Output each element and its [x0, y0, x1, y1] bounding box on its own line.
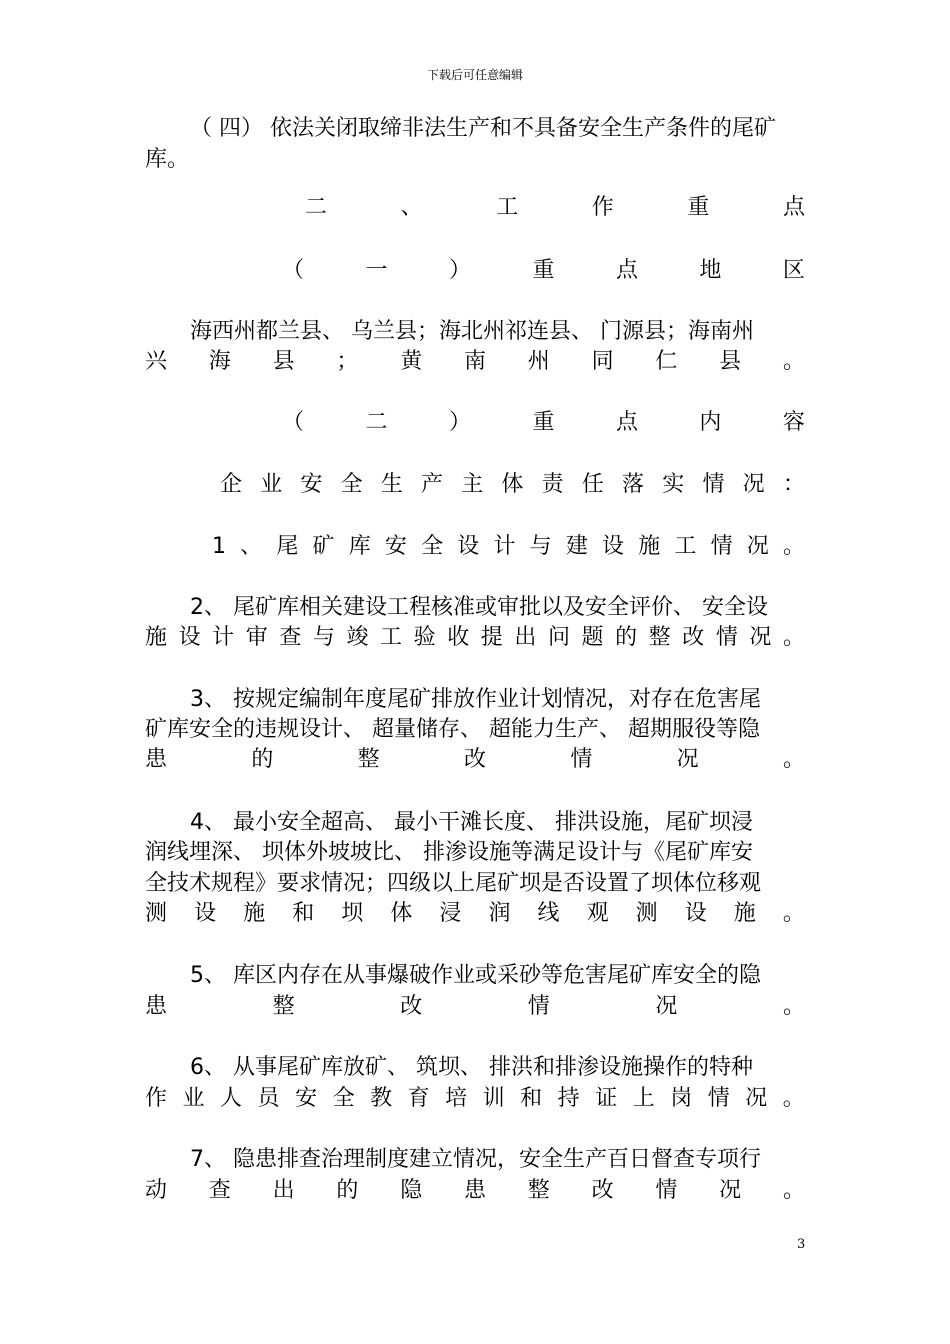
text-glyph: 全: [421, 534, 444, 559]
text-glyph: 况: [746, 534, 769, 559]
text-glyph: 仁: [655, 349, 678, 374]
text-glyph: 况: [655, 994, 678, 1019]
text-glyph: 重: [687, 195, 710, 220]
list-item: 3、 按规定编制年度尾矿排放作业计划情况，对存在危害尾: [190, 687, 761, 712]
page-number: 3: [797, 1237, 806, 1252]
text-glyph: 和: [520, 1086, 543, 1111]
text-glyph: 。: [782, 534, 805, 559]
text-glyph: 落: [622, 472, 645, 497]
paragraph-line: [145, 1176, 805, 1206]
text-glyph: 安: [295, 1086, 318, 1111]
list-item: 4、 最小安全超高、 最小干滩长度、 排洪设施，尾矿坝浸: [190, 810, 753, 835]
paragraph-line: [220, 470, 805, 500]
text-glyph: （: [282, 410, 305, 435]
paragraph-line: 矿库安全的违规设计、 超量储存、 超能力生产、 超期服役等隐: [145, 717, 760, 742]
text-glyph: 。: [782, 1086, 805, 1111]
text-glyph: 点: [615, 258, 638, 283]
list-item: 2、 尾矿库相关建设工程核准或审批以及安全评价、 安全设: [190, 595, 768, 620]
text-glyph: 情: [715, 625, 738, 650]
text-glyph: 改: [463, 747, 486, 772]
text-glyph: 。: [782, 625, 805, 650]
text-glyph: 生: [380, 472, 403, 497]
text-glyph: 同: [591, 349, 614, 374]
text-glyph: 体: [501, 472, 524, 497]
text-glyph: 况: [745, 1086, 768, 1111]
text-glyph: ）: [448, 258, 471, 283]
text-glyph: （: [282, 258, 305, 283]
text-glyph: 区: [782, 258, 805, 283]
text-glyph: 设: [684, 901, 707, 926]
text-glyph: 情: [702, 472, 725, 497]
text-glyph: 兴: [145, 349, 168, 374]
text-glyph: 黄: [400, 349, 423, 374]
text-glyph: 点: [615, 410, 638, 435]
text-glyph: 育: [407, 1086, 430, 1111]
text-glyph: 教: [370, 1086, 393, 1111]
paragraph-line: [145, 992, 805, 1022]
text-glyph: 查: [279, 625, 302, 650]
text-glyph: 情: [655, 1178, 678, 1203]
text-glyph: 的: [615, 625, 638, 650]
text-glyph: 审: [245, 625, 268, 650]
text-glyph: 提: [480, 625, 503, 650]
text-glyph: 况: [749, 625, 772, 650]
text-glyph: 施: [638, 534, 661, 559]
text-glyph: 二: [305, 195, 328, 220]
text-glyph: 测: [145, 901, 168, 926]
text-glyph: 整: [527, 1178, 550, 1203]
page-header: 下载后可任意编辑: [426, 68, 523, 82]
text-glyph: 问: [547, 625, 570, 650]
text-glyph: 人: [220, 1086, 243, 1111]
text-glyph: 线: [537, 901, 560, 926]
text-glyph: 况: [676, 747, 699, 772]
text-glyph: 持: [557, 1086, 580, 1111]
text-glyph: 二: [365, 410, 388, 435]
text-glyph: 情: [707, 1086, 730, 1111]
paragraph-line: 润线埋深、 坝体外坡坡比、 排渗设施等满足设计与《尾矿库安: [145, 840, 753, 865]
text-glyph: 查: [208, 1178, 231, 1203]
text-glyph: 改: [400, 994, 423, 1019]
text-glyph: 整: [648, 625, 671, 650]
text-glyph: 计: [493, 534, 516, 559]
subsection-heading: [282, 256, 805, 286]
text-glyph: 企: [220, 472, 243, 497]
text-glyph: 况: [742, 472, 765, 497]
text-glyph: 和: [292, 901, 315, 926]
text-glyph: 患: [145, 994, 168, 1019]
text-glyph: 重: [532, 258, 555, 283]
text-glyph: 题: [581, 625, 604, 650]
paragraph-line: [145, 745, 805, 775]
paragraph-line: 全技术规程》要求情况；四级以上尾矿坝是否设置了坝体位移观: [145, 871, 762, 896]
text-glyph: 施: [733, 901, 756, 926]
text-glyph: 设: [178, 625, 201, 650]
text-glyph: 设: [457, 534, 480, 559]
text-glyph: 南: [463, 349, 486, 374]
list-item: 7、 隐患排查治理制度建立情况，安全生产百日督查专项行: [190, 1147, 761, 1172]
text-glyph: 矿: [312, 534, 335, 559]
text-glyph: 患: [463, 1178, 486, 1203]
text-glyph: 实: [662, 472, 685, 497]
text-glyph: 浸: [439, 901, 462, 926]
text-glyph: 改: [591, 1178, 614, 1203]
text-glyph: 施: [145, 625, 168, 650]
paragraph-line: [145, 1084, 805, 1114]
text-glyph: 情: [710, 534, 733, 559]
text-glyph: 施: [243, 901, 266, 926]
text-glyph: 计: [212, 625, 235, 650]
section-heading: [305, 193, 805, 223]
text-glyph: 的: [251, 747, 274, 772]
text-glyph: 况: [719, 1178, 742, 1203]
list-item: 5、 库区内存在从事爆破作业或采砂等危害尾矿库安全的隐: [190, 963, 761, 988]
text-glyph: 观: [586, 901, 609, 926]
text-glyph: 证: [595, 1086, 618, 1111]
list-item: [212, 532, 805, 562]
text-glyph: 海: [208, 349, 231, 374]
text-glyph: 点: [782, 195, 805, 220]
text-glyph: 责: [541, 472, 564, 497]
text-glyph: 安: [384, 534, 407, 559]
text-glyph: 容: [782, 410, 805, 435]
text-glyph: 安: [300, 472, 323, 497]
paragraph-line: 海西州都兰县、 乌兰县；海北州祁连县、 门源县；海南州: [190, 319, 754, 344]
text-glyph: ：: [782, 472, 805, 497]
text-glyph: 设: [194, 901, 217, 926]
paragraph-line: （ 四） 依法关闭取缔非法生产和不具备安全生产条件的尾矿: [190, 116, 776, 141]
text-glyph: 重: [532, 410, 555, 435]
text-glyph: 体: [390, 901, 413, 926]
text-glyph: 。: [782, 349, 805, 374]
text-glyph: 州: [527, 349, 550, 374]
paragraph-line: 库。: [145, 147, 190, 172]
text-glyph: 岗: [670, 1086, 693, 1111]
text-glyph: 。: [782, 1178, 805, 1203]
paragraph-line: [145, 347, 805, 377]
paragraph-line: [145, 623, 805, 653]
text-glyph: 县: [272, 349, 295, 374]
text-glyph: ）: [448, 410, 471, 435]
text-glyph: 验: [413, 625, 436, 650]
text-glyph: 训: [482, 1086, 505, 1111]
subsection-heading: [282, 408, 805, 438]
text-glyph: 员: [257, 1086, 280, 1111]
text-glyph: 县: [719, 349, 742, 374]
paragraph-line: [145, 899, 805, 929]
text-glyph: 的: [336, 1178, 359, 1203]
text-glyph: 。: [782, 747, 805, 772]
text-glyph: 设: [602, 534, 625, 559]
text-glyph: 全: [340, 472, 363, 497]
text-glyph: 建: [565, 534, 588, 559]
text-glyph: 作: [145, 1086, 168, 1111]
text-glyph: 与: [312, 625, 335, 650]
text-glyph: 动: [145, 1178, 168, 1203]
text-glyph: 地: [699, 258, 722, 283]
text-glyph: 库: [348, 534, 371, 559]
text-glyph: 收: [447, 625, 470, 650]
text-glyph: 工: [674, 534, 697, 559]
text-glyph: 全: [332, 1086, 355, 1111]
text-glyph: 患: [145, 747, 168, 772]
text-glyph: 产: [421, 472, 444, 497]
text-glyph: 、: [400, 195, 423, 220]
text-glyph: 尾: [276, 534, 299, 559]
text-glyph: 隐: [400, 1178, 423, 1203]
text-glyph: ；: [336, 349, 359, 374]
text-glyph: 1: [212, 534, 226, 559]
text-glyph: 培: [445, 1086, 468, 1111]
text-glyph: 工: [380, 625, 403, 650]
text-glyph: 测: [635, 901, 658, 926]
text-glyph: 出: [272, 1178, 295, 1203]
text-glyph: 。: [782, 901, 805, 926]
text-glyph: 竣: [346, 625, 369, 650]
text-glyph: 坝: [341, 901, 364, 926]
text-glyph: 内: [699, 410, 722, 435]
text-glyph: 一: [365, 258, 388, 283]
text-glyph: 主: [461, 472, 484, 497]
text-glyph: 工: [496, 195, 519, 220]
text-glyph: 整: [272, 994, 295, 1019]
text-glyph: 、: [240, 534, 263, 559]
text-glyph: 业: [260, 472, 283, 497]
text-glyph: 出: [514, 625, 537, 650]
text-glyph: 情: [570, 747, 593, 772]
text-glyph: 与: [529, 534, 552, 559]
text-glyph: 任: [581, 472, 604, 497]
text-glyph: 情: [527, 994, 550, 1019]
text-glyph: 。: [782, 994, 805, 1019]
text-glyph: 业: [182, 1086, 205, 1111]
text-glyph: 整: [357, 747, 380, 772]
list-item: 6、 从事尾矿库放矿、 筑坝、 排洪和排渗设施操作的特种: [190, 1055, 753, 1080]
text-glyph: 润: [488, 901, 511, 926]
text-glyph: 作: [591, 195, 614, 220]
text-glyph: 上: [632, 1086, 655, 1111]
text-glyph: 改: [682, 625, 705, 650]
